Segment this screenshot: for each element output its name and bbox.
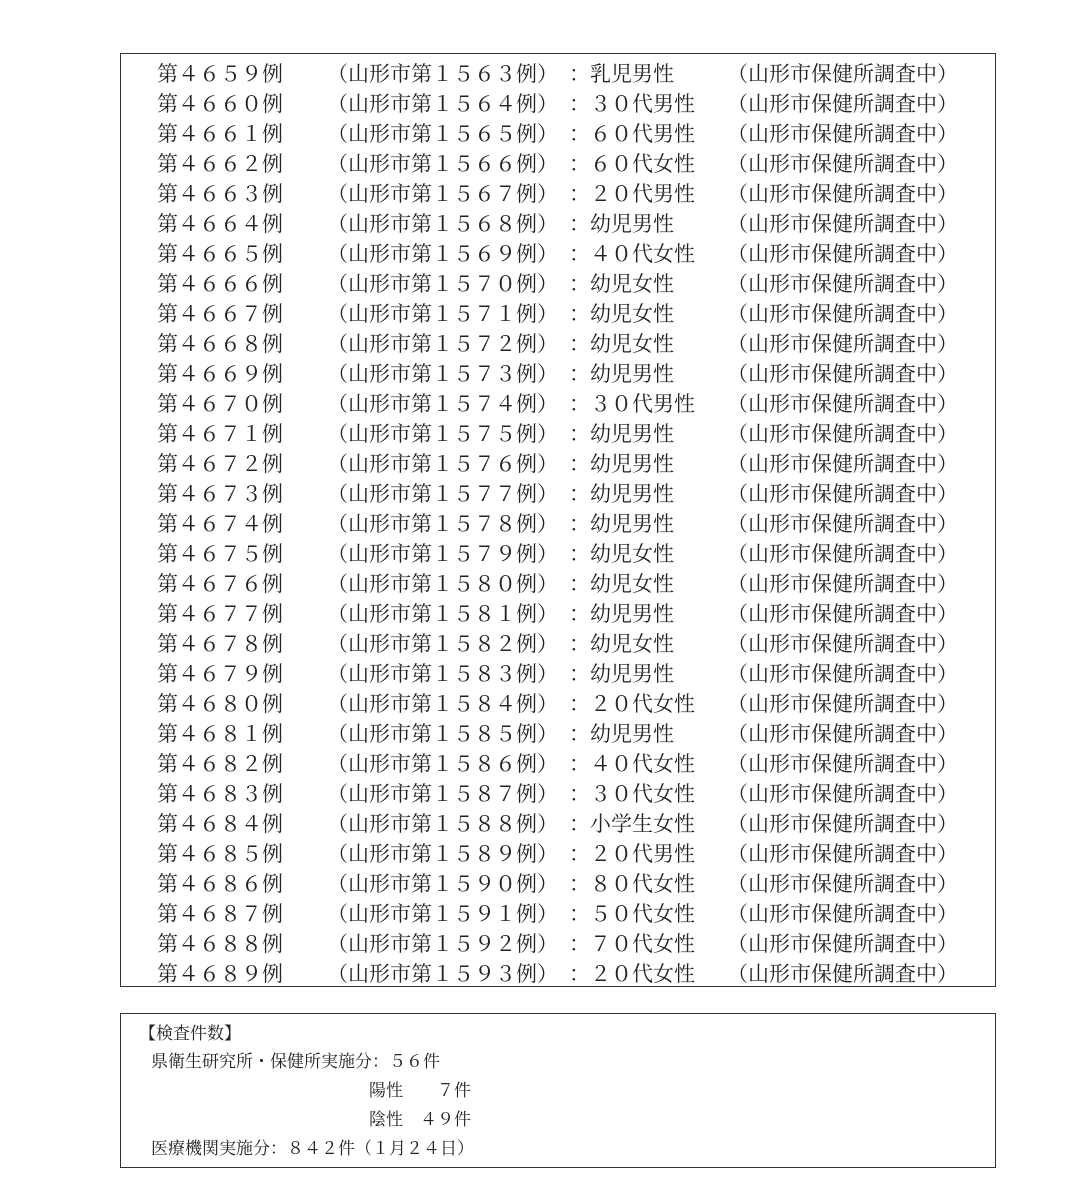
case-number: 第４６６７例 bbox=[157, 302, 283, 326]
case-number: 第４６７１例 bbox=[157, 422, 283, 446]
investigation-status: （山形市保健所調査中） bbox=[727, 302, 958, 326]
patient-attributes: ：７０代女性 bbox=[569, 932, 695, 956]
patient-attributes: ：２０代女性 bbox=[569, 962, 695, 986]
patient-attributes: ：乳児男性 bbox=[569, 62, 674, 86]
city-case-number: （山形市第１５８５例） bbox=[327, 722, 558, 746]
case-number: 第４６７９例 bbox=[157, 662, 283, 686]
case-number: 第４６５９例 bbox=[157, 62, 283, 86]
investigation-status: （山形市保健所調査中） bbox=[727, 272, 958, 296]
case-number: 第４６６１例 bbox=[157, 122, 283, 146]
investigation-status: （山形市保健所調査中） bbox=[727, 902, 958, 926]
city-case-number: （山形市第１５７０例） bbox=[327, 272, 558, 296]
case-number: 第４６６９例 bbox=[157, 362, 283, 386]
patient-attributes: ：幼児女性 bbox=[569, 302, 674, 326]
city-case-number: （山形市第１５８０例） bbox=[327, 572, 558, 596]
case-number: 第４６７６例 bbox=[157, 572, 283, 596]
investigation-status: （山形市保健所調査中） bbox=[727, 542, 958, 566]
investigation-status: （山形市保健所調査中） bbox=[727, 452, 958, 476]
investigation-status: （山形市保健所調査中） bbox=[727, 62, 958, 86]
case-number: 第４６８７例 bbox=[157, 902, 283, 926]
investigation-status: （山形市保健所調査中） bbox=[727, 482, 958, 506]
city-case-number: （山形市第１５７９例） bbox=[327, 542, 558, 566]
investigation-status: （山形市保健所調査中） bbox=[727, 602, 958, 626]
case-number: 第４６７７例 bbox=[157, 602, 283, 626]
investigation-status: （山形市保健所調査中） bbox=[727, 872, 958, 896]
case-number: 第４６８６例 bbox=[157, 872, 283, 896]
case-number: 第４６８０例 bbox=[157, 692, 283, 716]
case-number: 第４６６０例 bbox=[157, 92, 283, 116]
investigation-status: （山形市保健所調査中） bbox=[727, 182, 958, 206]
city-case-number: （山形市第１５７５例） bbox=[327, 422, 558, 446]
investigation-status: （山形市保健所調査中） bbox=[727, 92, 958, 116]
patient-attributes: ：幼児男性 bbox=[569, 722, 674, 746]
patient-attributes: ：幼児男性 bbox=[569, 452, 674, 476]
patient-attributes: ：３０代男性 bbox=[569, 92, 695, 116]
investigation-status: （山形市保健所調査中） bbox=[727, 572, 958, 596]
case-number: 第４６８３例 bbox=[157, 782, 283, 806]
case-number: 第４６７８例 bbox=[157, 632, 283, 656]
case-number: 第４６８８例 bbox=[157, 932, 283, 956]
investigation-status: （山形市保健所調査中） bbox=[727, 932, 958, 956]
patient-attributes: ：５０代女性 bbox=[569, 902, 695, 926]
city-case-number: （山形市第１５６４例） bbox=[327, 92, 558, 116]
investigation-status: （山形市保健所調査中） bbox=[727, 632, 958, 656]
investigation-status: （山形市保健所調査中） bbox=[727, 332, 958, 356]
test-count-box bbox=[120, 1013, 996, 1168]
city-case-number: （山形市第１５９３例） bbox=[327, 962, 558, 986]
patient-attributes: ：６０代女性 bbox=[569, 152, 695, 176]
city-case-number: （山形市第１５６５例） bbox=[327, 122, 558, 146]
patient-attributes: ：幼児女性 bbox=[569, 542, 674, 566]
investigation-status: （山形市保健所調査中） bbox=[727, 512, 958, 536]
patient-attributes: ：２０代男性 bbox=[569, 842, 695, 866]
investigation-status: （山形市保健所調査中） bbox=[727, 722, 958, 746]
case-number: 第４６８５例 bbox=[157, 842, 283, 866]
patient-attributes: ：幼児男性 bbox=[569, 512, 674, 536]
case-number: 第４６８１例 bbox=[157, 722, 283, 746]
city-case-number: （山形市第１５７２例） bbox=[327, 332, 558, 356]
city-case-number: （山形市第１５７４例） bbox=[327, 392, 558, 416]
city-case-number: （山形市第１５６８例） bbox=[327, 212, 558, 236]
city-case-number: （山形市第１５７３例） bbox=[327, 362, 558, 386]
city-case-number: （山形市第１５８４例） bbox=[327, 692, 558, 716]
city-case-number: （山形市第１５６９例） bbox=[327, 242, 558, 266]
patient-attributes: ：小学生女性 bbox=[569, 812, 695, 836]
investigation-status: （山形市保健所調査中） bbox=[727, 152, 958, 176]
city-case-number: （山形市第１５７８例） bbox=[327, 512, 558, 536]
case-number: 第４６８９例 bbox=[157, 962, 283, 986]
patient-attributes: ：幼児女性 bbox=[569, 632, 674, 656]
city-case-number: （山形市第１５８７例） bbox=[327, 782, 558, 806]
case-number: 第４６８４例 bbox=[157, 812, 283, 836]
city-case-number: （山形市第１５８６例） bbox=[327, 752, 558, 776]
case-list-box bbox=[120, 53, 996, 987]
case-number: 第４６６６例 bbox=[157, 272, 283, 296]
case-number: 第４６６５例 bbox=[157, 242, 283, 266]
investigation-status: （山形市保健所調査中） bbox=[727, 962, 958, 986]
investigation-status: （山形市保健所調査中） bbox=[727, 242, 958, 266]
city-case-number: （山形市第１５６６例） bbox=[327, 152, 558, 176]
city-case-number: （山形市第１５８２例） bbox=[327, 632, 558, 656]
negative-count: 陰性 ４９件 bbox=[369, 1110, 471, 1130]
pref-institute-count: 県衛生研究所・保健所実施分：５６件 bbox=[151, 1052, 440, 1072]
investigation-status: （山形市保健所調査中） bbox=[727, 692, 958, 716]
city-case-number: （山形市第１５７１例） bbox=[327, 302, 558, 326]
city-case-number: （山形市第１５９０例） bbox=[327, 872, 558, 896]
case-number: 第４６７５例 bbox=[157, 542, 283, 566]
city-case-number: （山形市第１５６７例） bbox=[327, 182, 558, 206]
case-number: 第４６７０例 bbox=[157, 392, 283, 416]
test-count-heading: 【検査件数】 bbox=[139, 1024, 241, 1044]
investigation-status: （山形市保健所調査中） bbox=[727, 362, 958, 386]
patient-attributes: ：３０代女性 bbox=[569, 782, 695, 806]
city-case-number: （山形市第１５６３例） bbox=[327, 62, 558, 86]
investigation-status: （山形市保健所調査中） bbox=[727, 812, 958, 836]
city-case-number: （山形市第１５８８例） bbox=[327, 812, 558, 836]
patient-attributes: ：幼児女性 bbox=[569, 332, 674, 356]
patient-attributes: ：幼児女性 bbox=[569, 272, 674, 296]
patient-attributes: ：幼児男性 bbox=[569, 212, 674, 236]
case-number: 第４６６８例 bbox=[157, 332, 283, 356]
patient-attributes: ：４０代女性 bbox=[569, 242, 695, 266]
investigation-status: （山形市保健所調査中） bbox=[727, 662, 958, 686]
patient-attributes: ：幼児男性 bbox=[569, 662, 674, 686]
case-number: 第４６６４例 bbox=[157, 212, 283, 236]
city-case-number: （山形市第１５８９例） bbox=[327, 842, 558, 866]
investigation-status: （山形市保健所調査中） bbox=[727, 212, 958, 236]
case-number: 第４６８２例 bbox=[157, 752, 283, 776]
investigation-status: （山形市保健所調査中） bbox=[727, 842, 958, 866]
patient-attributes: ：２０代男性 bbox=[569, 182, 695, 206]
case-number: 第４６６３例 bbox=[157, 182, 283, 206]
patient-attributes: ：２０代女性 bbox=[569, 692, 695, 716]
patient-attributes: ：幼児女性 bbox=[569, 572, 674, 596]
patient-attributes: ：幼児男性 bbox=[569, 362, 674, 386]
patient-attributes: ：４０代女性 bbox=[569, 752, 695, 776]
city-case-number: （山形市第１５８１例） bbox=[327, 602, 558, 626]
patient-attributes: ：６０代男性 bbox=[569, 122, 695, 146]
patient-attributes: ：幼児男性 bbox=[569, 422, 674, 446]
city-case-number: （山形市第１５７６例） bbox=[327, 452, 558, 476]
city-case-number: （山形市第１５９２例） bbox=[327, 932, 558, 956]
case-number: 第４６７３例 bbox=[157, 482, 283, 506]
patient-attributes: ：８０代女性 bbox=[569, 872, 695, 896]
case-number: 第４６７４例 bbox=[157, 512, 283, 536]
case-number: 第４６６２例 bbox=[157, 152, 283, 176]
investigation-status: （山形市保健所調査中） bbox=[727, 752, 958, 776]
investigation-status: （山形市保健所調査中） bbox=[727, 392, 958, 416]
patient-attributes: ：幼児男性 bbox=[569, 482, 674, 506]
city-case-number: （山形市第１５８３例） bbox=[327, 662, 558, 686]
patient-attributes: ：幼児男性 bbox=[569, 602, 674, 626]
case-number: 第４６７２例 bbox=[157, 452, 283, 476]
city-case-number: （山形市第１５７７例） bbox=[327, 482, 558, 506]
investigation-status: （山形市保健所調査中） bbox=[727, 422, 958, 446]
investigation-status: （山形市保健所調査中） bbox=[727, 122, 958, 146]
patient-attributes: ：３０代男性 bbox=[569, 392, 695, 416]
city-case-number: （山形市第１５９１例） bbox=[327, 902, 558, 926]
investigation-status: （山形市保健所調査中） bbox=[727, 782, 958, 806]
medical-institution-count: 医療機関実施分：８４２件（１月２４日） bbox=[151, 1139, 474, 1159]
positive-count: 陽性 ７件 bbox=[369, 1081, 471, 1101]
